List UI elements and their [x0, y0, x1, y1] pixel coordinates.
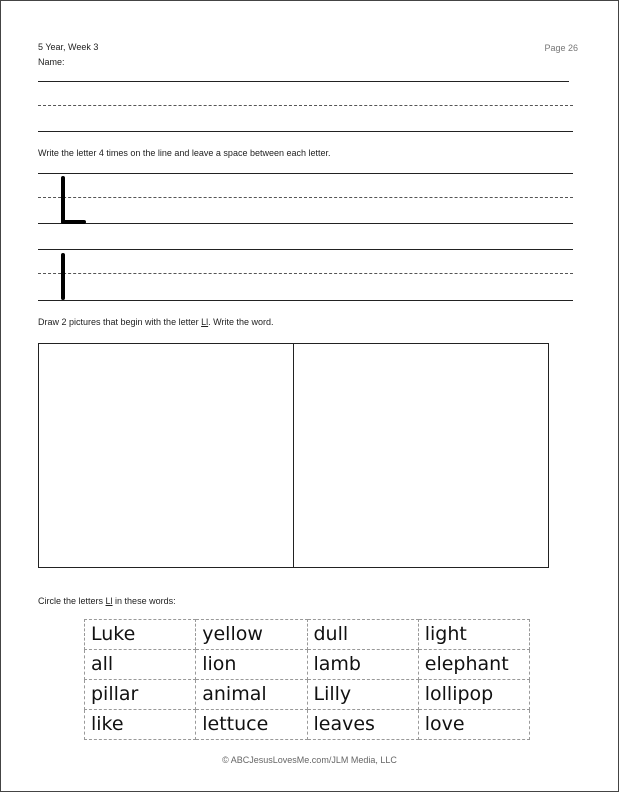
word-cell[interactable]: love	[418, 710, 529, 740]
drawing-box-left[interactable]	[39, 344, 293, 567]
word-cell[interactable]: light	[418, 620, 529, 650]
word-cell[interactable]: elephant	[418, 650, 529, 680]
handwriting-line-top-2	[38, 249, 573, 250]
handwriting-line-base-2	[38, 300, 573, 301]
word-cell[interactable]: lamb	[307, 650, 418, 680]
handwriting-line-mid-2	[38, 273, 573, 274]
table-row	[85, 710, 530, 740]
word-cell[interactable]: dull	[307, 620, 418, 650]
table-row	[85, 620, 530, 650]
letter-instruction: Write the letter 4 times on the line and leave a space between each letter.	[38, 148, 331, 158]
word-cell[interactable]: animal	[196, 680, 307, 710]
word-cell[interactable]: yellow	[196, 620, 307, 650]
page-number: Page 26	[544, 43, 578, 53]
name-line-top	[38, 81, 569, 82]
name-line-base	[38, 131, 573, 132]
handwriting-line-mid-1	[38, 197, 573, 198]
word-cell[interactable]: lettuce	[196, 710, 307, 740]
name-line-mid	[38, 105, 573, 106]
handwriting-line-base-1	[38, 223, 573, 224]
name-label: Name:	[38, 57, 65, 67]
word-table	[84, 619, 530, 740]
word-cell[interactable]: lollipop	[418, 680, 529, 710]
drawing-boxes	[38, 343, 549, 568]
table-row	[85, 680, 530, 710]
word-cell[interactable]: Luke	[85, 620, 196, 650]
word-cell[interactable]: pillar	[85, 680, 196, 710]
worksheet-title: 5 Year, Week 3	[38, 42, 99, 52]
word-cell[interactable]: Lilly	[307, 680, 418, 710]
word-cell[interactable]: all	[85, 650, 196, 680]
copyright-footer: © ABCJesusLovesMe.com/JLM Media, LLC	[222, 755, 397, 765]
word-cell[interactable]: leaves	[307, 710, 418, 740]
draw-instruction: Draw 2 pictures that begin with the letter Ll. Write the word.	[38, 317, 274, 327]
uppercase-l-trace	[61, 176, 65, 224]
word-cell[interactable]: like	[85, 710, 196, 740]
word-cell[interactable]: lion	[196, 650, 307, 680]
uppercase-l-trace-foot	[61, 220, 86, 224]
circle-instruction: Circle the letters Ll in these words:	[38, 596, 176, 606]
lowercase-l-trace	[61, 253, 65, 300]
drawing-box-right[interactable]	[293, 344, 548, 567]
handwriting-line-top-1	[38, 173, 573, 174]
table-row	[85, 650, 530, 680]
